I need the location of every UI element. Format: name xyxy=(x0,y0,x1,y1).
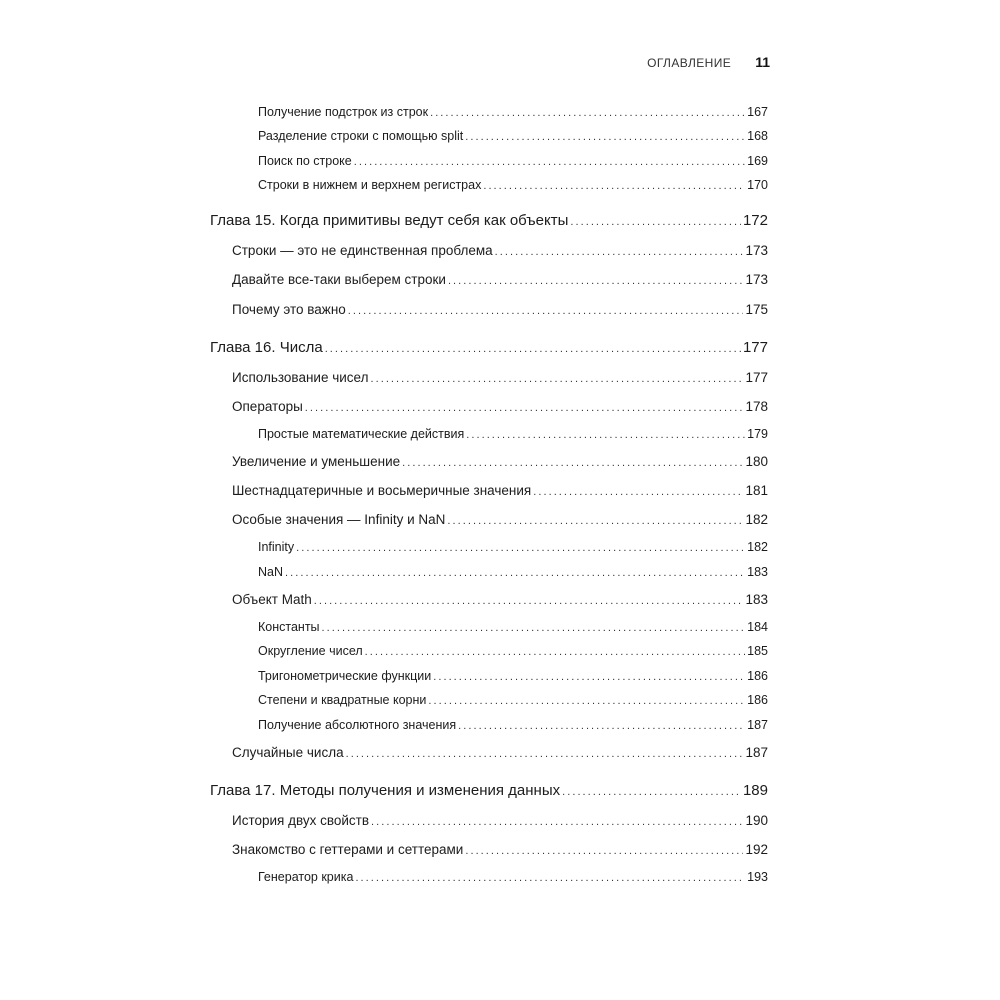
toc-subsection[interactable] xyxy=(258,565,768,579)
toc-page: 167 xyxy=(747,105,768,119)
toc-page: 179 xyxy=(747,427,768,441)
toc-subsection[interactable] xyxy=(258,154,768,168)
toc-title: Разделение строки с помощью split xyxy=(258,129,464,143)
toc-leader xyxy=(447,515,743,527)
toc-chapter[interactable] xyxy=(210,212,768,229)
toc-leader xyxy=(296,542,745,554)
toc-page: 177 xyxy=(742,339,768,356)
toc-title: Константы xyxy=(258,620,320,634)
toc-title: Шестнадцатеричные и восьмеричные значения xyxy=(232,483,532,498)
toc-subsection[interactable] xyxy=(258,644,768,658)
toc-title: Тригонометрические функции xyxy=(258,669,432,683)
toc-subsection[interactable] xyxy=(258,105,768,119)
toc-page: 193 xyxy=(747,870,768,884)
toc-title: Генератор крика xyxy=(258,870,354,884)
toc-section[interactable] xyxy=(232,483,768,498)
toc-section[interactable] xyxy=(232,243,768,258)
toc-page: 187 xyxy=(747,718,768,732)
toc-section[interactable] xyxy=(232,842,768,857)
header-title: ОГЛАВЛЕНИЕ xyxy=(647,56,732,70)
toc-leader xyxy=(305,402,744,414)
toc-page: 190 xyxy=(745,813,768,828)
toc-section[interactable] xyxy=(232,302,768,317)
toc-subsection[interactable] xyxy=(258,540,768,554)
toc-title: Глава 17. Методы получения и изменения данных xyxy=(210,782,561,799)
toc-subsection[interactable] xyxy=(258,870,768,884)
toc-chapter[interactable] xyxy=(210,339,768,356)
toc-page: 168 xyxy=(747,129,768,143)
toc-title: Округление чисел xyxy=(258,644,363,658)
toc-page: 189 xyxy=(742,782,768,799)
toc-title: NaN xyxy=(258,565,284,579)
toc-leader xyxy=(355,872,745,884)
toc-subsection[interactable] xyxy=(258,693,768,707)
toc-title: Глава 16. Числа xyxy=(210,339,323,356)
toc-title: Увеличение и уменьшение xyxy=(232,454,401,469)
toc-page: 186 xyxy=(747,693,768,707)
toc-subsection[interactable] xyxy=(258,718,768,732)
toc-leader xyxy=(466,429,745,441)
toc-section[interactable] xyxy=(232,813,768,828)
toc-title: Случайные числа xyxy=(232,745,344,760)
toc-leader xyxy=(465,845,743,857)
toc-subsection[interactable] xyxy=(258,669,768,683)
toc-title: Использование чисел xyxy=(232,370,369,385)
toc-title: Строки в нижнем и верхнем регистрах xyxy=(258,178,482,192)
toc-title: Особые значения — Infinity и NaN xyxy=(232,512,446,527)
toc-leader xyxy=(562,786,741,798)
toc-page: 170 xyxy=(747,178,768,192)
toc-title: Infinity xyxy=(258,540,295,554)
toc-leader xyxy=(370,373,743,385)
toc-leader xyxy=(483,180,745,192)
page-number: 11 xyxy=(755,54,770,70)
toc-leader xyxy=(533,486,743,498)
toc-page: 181 xyxy=(745,483,768,498)
toc-leader xyxy=(433,671,745,683)
toc-leader xyxy=(346,748,744,760)
toc-title: Операторы xyxy=(232,399,303,414)
toc-leader xyxy=(365,646,745,658)
toc-title: Поиск по строке xyxy=(258,154,352,168)
toc-leader xyxy=(448,275,744,287)
toc-page: 173 xyxy=(745,243,768,258)
toc-leader xyxy=(354,156,745,168)
toc-section[interactable] xyxy=(232,370,768,385)
toc-page: 175 xyxy=(745,302,768,317)
toc-title: Объект Math xyxy=(232,592,312,607)
toc-leader xyxy=(495,246,744,258)
toc-title: Строки — это не единственная проблема xyxy=(232,243,493,258)
toc-page: 182 xyxy=(745,512,768,527)
running-header xyxy=(600,54,770,74)
toc-page: 182 xyxy=(747,540,768,554)
toc-leader xyxy=(314,595,744,607)
toc-page: 173 xyxy=(745,272,768,287)
toc-title: Почему это важно xyxy=(232,302,346,317)
toc-page: 169 xyxy=(747,154,768,168)
toc-title: История двух свойств xyxy=(232,813,370,828)
toc-title: Простые математические действия xyxy=(258,427,465,441)
toc-section[interactable] xyxy=(232,272,768,287)
toc-page: 177 xyxy=(745,370,768,385)
toc-page: 183 xyxy=(747,565,768,579)
toc-subsection[interactable] xyxy=(258,178,768,192)
toc-page: 178 xyxy=(745,399,768,414)
toc-leader xyxy=(465,131,745,143)
toc-title: Давайте все-таки выберем строки xyxy=(232,272,446,287)
toc-section[interactable] xyxy=(232,454,768,469)
toc-leader xyxy=(430,107,745,119)
toc-page: 184 xyxy=(747,620,768,634)
toc-leader xyxy=(570,216,741,228)
toc-section[interactable] xyxy=(232,745,768,760)
toc-page: 180 xyxy=(745,454,768,469)
toc-leader xyxy=(325,343,741,355)
toc-section[interactable] xyxy=(232,592,768,607)
toc-page: 183 xyxy=(745,592,768,607)
toc-subsection[interactable] xyxy=(258,620,768,634)
toc-page: 186 xyxy=(747,669,768,683)
toc-subsection[interactable] xyxy=(258,129,768,143)
toc-leader xyxy=(285,567,745,579)
toc-leader xyxy=(348,305,744,317)
toc-title: Получение подстрок из строк xyxy=(258,105,429,119)
toc-leader xyxy=(371,816,743,828)
toc-section[interactable] xyxy=(232,399,768,414)
toc-subsection[interactable] xyxy=(258,427,768,441)
toc-title: Степени и квадратные корни xyxy=(258,693,427,707)
toc-page: 172 xyxy=(742,212,768,229)
toc-page: 192 xyxy=(745,842,768,857)
toc-leader xyxy=(428,695,745,707)
toc-title: Знакомство с геттерами и сеттерами xyxy=(232,842,464,857)
toc-leader xyxy=(458,720,745,732)
toc-leader xyxy=(322,622,746,634)
toc-title: Получение абсолютного значения xyxy=(258,718,457,732)
toc-page: 185 xyxy=(747,644,768,658)
toc-title: Глава 15. Когда примитивы ведут себя как объекты xyxy=(210,212,569,229)
toc-chapter[interactable] xyxy=(210,782,768,799)
toc-section[interactable] xyxy=(232,512,768,527)
toc-leader xyxy=(402,457,743,469)
toc-page: 187 xyxy=(745,745,768,760)
